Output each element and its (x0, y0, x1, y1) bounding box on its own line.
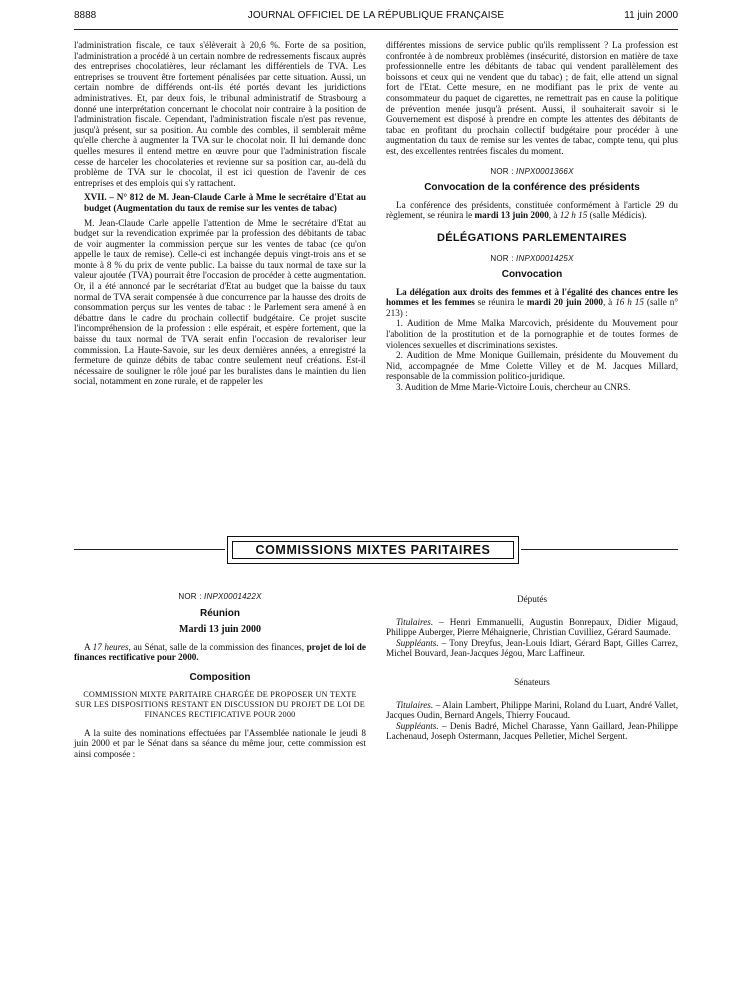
delegations-title: DÉLÉGATIONS PARLEMENTAIRES (437, 231, 627, 244)
composition-title: Composition (189, 671, 251, 683)
reunion-date: Mardi 13 juin 2000 (179, 624, 261, 636)
commission-title: COMMISSION MIXTE PARITAIRE CHARGÉE DE PROPOSER UN TEXTE SUR LES DISPOSITIONS RESTANT EN DISCUSSION DU PROJET DE LOI DE FINANCES RECTIFICATIVE POUR 2000 (75, 689, 365, 719)
reunion-title: Réunion (200, 607, 240, 619)
delegation-text: La délégation aux droits des femmes et à l'égalité des chances entre les hommes et les femmes se réunira le mardi 20 juin 2000, à 16 h 15 (salle n° 213) : (386, 286, 678, 318)
audition-item-3: 3. Audition de Mme Marie-Victoire Louis, chercheur au CNRS. (396, 382, 631, 393)
conference-title: Convocation de la conférence des présidents (424, 182, 640, 194)
right-column-top (386, 40, 678, 393)
nor-reference-3: NOR : INPX0001422X (178, 592, 262, 601)
journal-title: JOURNAL OFFICIEL DE LA RÉPUBLIQUE FRANÇAISE (247, 10, 505, 21)
header-rule (74, 29, 678, 30)
audition-item-2: 2. Audition de Mme Monique Guillemain, présidente du Mouvement du Nid, accompagnée de Mme Colette Villey et de M. Jacques Millard, responsable de la commission politico-juridique. (386, 350, 678, 382)
nor-reference-1: NOR : INPX0001366X (490, 166, 574, 176)
question-xvii-body: M. Jean-Claude Carle appelle l'attention de Mme le secrétaire d'Etat au budget sur la revendication exprimée par la profession des débitants de tabac de voir augmenter la commission perçue sur les ventes de tabac (ce qu'on appelle le taux de remise). Celle-ci est inchangée depuis vingt-trois ans et se monte à 8 % du prix de vente public. La baisse du taux normal de taxe sur la valeur ajoutée (TVA) pourrait être l'occasion de procéder à cette augmentation. Or, il a été annoncé par le secrétariat d'Etat au budget que la baisse du taux normal de TVA serait compensée à due concurrence par la hausse des droits de consommation perçus sur les ventes de tabac : le Parlement sera amené à en débattre dans le cadre du prochain collectif budgétaire. Ce projet suscite l'incompréhension de la profession : elle espérait, et espère fortement, que la baisse du taux normal de TVA serait enfin l'occasion de revaloriser leur commission. La Haute-Savoie, sur les deux dernières années, a enregistré la fermeture de quinze débits de tabac contre seulement neuf créations. Est-il nécessaire de souligner le rôle joué par les buralistes dans le maintien du lien social, notamment en zone rurale, et de rappeler les (74, 217, 366, 387)
section-banner (227, 536, 519, 564)
senateurs-heading: Sénateurs (514, 676, 550, 687)
nor-reference-2: NOR : INPX0001425X (490, 253, 574, 263)
audition-item-1: 1. Audition de Mme Malka Marcovich, présidente du Mouvement pour l'abolition de la prostitution et de la pornographie et de toutes formes de violences sexuelles et discriminations sexistes. (386, 318, 678, 350)
composition-text: A la suite des nominations effectuées par l'Assemblée nationale le jeudi 8 juin 2000 et par le Sénat dans sa séance du même jour, cette commission est ainsi composée : (74, 727, 366, 759)
deputes-heading: Députés (516, 594, 548, 604)
senateurs-suppleants: Suppléants. – Denis Badré, Michel Charasse, Yann Gaillard, Jean-Philippe Lachenaud, Joseph Ostermann, Jacques Pelletier, Michel Sergent. (386, 720, 678, 742)
question-xvii-continued: différentes missions de service public qu'ils remplissent ? La profession est confrontée à de nombreux problèmes (insécurité, distorsion en matière de taxe professionnelle entre les débitants de tabac qui vendent parallèlement des boissons et ceux qui ne vendent que du tabac) ; de fait, elle attend un signal fort de l'Etat. Cette mesure, en ne modifiant pas le prix de vente au consommateur du paquet de cigarettes, ne remettrait pas en cause la politique de prévention menée jusqu'à présent. Aussi, il souhaiterait savoir si le Gouvernement est disposé à prendre en compte les attentes des débitants de tabac en profitant du prochain collectif budgétaire pour procéder à une augmentation du taux de remise sur les ventes de tabac, compte tenu, qui plus est, des excellentes rentrées fiscales du moment. (386, 40, 678, 156)
question-xvii-title: XVII. – N° 812 de M. Jean-Claude Carle à Mme le secrétaire d'Etat au budget (Augmentation du taux de remise sur les ventes de tabac) (84, 192, 366, 213)
senateurs-titulaires: Titulaires. – Alain Lambert, Philippe Marini, Roland du Luart, André Vallet, Jacques Oudin, Bernard Angels, Thierry Foucaud. (386, 699, 678, 721)
right-column-bottom (386, 592, 678, 742)
page-number: 8888 (74, 10, 97, 21)
left-column-bottom (74, 592, 366, 759)
deputes-suppleants: Suppléants. – Tony Dreyfus, Jean-Louis Idiart, Gérard Bapt, Gilles Carrez, Michel Bouvard, Jean-Jacques Jégou, Marc Laffineur. (386, 637, 678, 659)
issue-date: 11 juin 2000 (624, 10, 678, 21)
page-header (74, 10, 678, 32)
banner-label: COMMISSIONS MIXTES PARITAIRES (255, 543, 491, 557)
deputes-titulaires: Titulaires. – Henri Emmanuelli, Augustin Bonrepaux, Didier Migaud, Philippe Auberger, Pierre Méhaignerie, Christian Cuvilliez, Gérard Saumade. (386, 616, 678, 638)
reunion-text: A 17 heures, au Sénat, salle de la commission des finances, projet de loi de finances rectificative pour 2000. (74, 641, 366, 663)
convocation-title: Convocation (501, 269, 563, 281)
left-column-top (74, 40, 366, 387)
conference-text: La conférence des présidents, constituée conformément à l'article 29 du règlement, se réunira le mardi 13 juin 2000, à 12 h 15 (salle Médicis). (386, 199, 678, 221)
question-xvi-continued: l'administration fiscale, ce taux s'élèverait à 20,6 %. Forte de sa position, l'administration a procédé à un certain nombre de redressements fiscaux auprès des entreprises chocolatières, leur réclamant les différentiels de TVA. Les entreprises se trouvent être fortement pénalisées par cette situation. Aussi, un certain nombre de différends ont-ils été portés devant les juridictions administratives. Et, par deux fois, le tribunal administratif de Strasbourg a donné une interprétation concernant le chocolat noir contraire à la position de l'administration fiscale. Cependant, l'administration fiscale n'est pas revenue, jusqu'à présent, sur sa position. Au comble des combles, il semblerait même qu'elle cherche à augmenter la TVA sur le chocolat noir. Il lui demande donc quelles mesures il entend mettre en œuvre pour que l'administration fiscale cesse de harceler les chocolateries et revienne sur sa position car, au-delà du problème de TVA sur le chocolat, il est ici question de l'avenir de ces entreprises et des emplois qui s'y rattachent. (74, 40, 366, 188)
